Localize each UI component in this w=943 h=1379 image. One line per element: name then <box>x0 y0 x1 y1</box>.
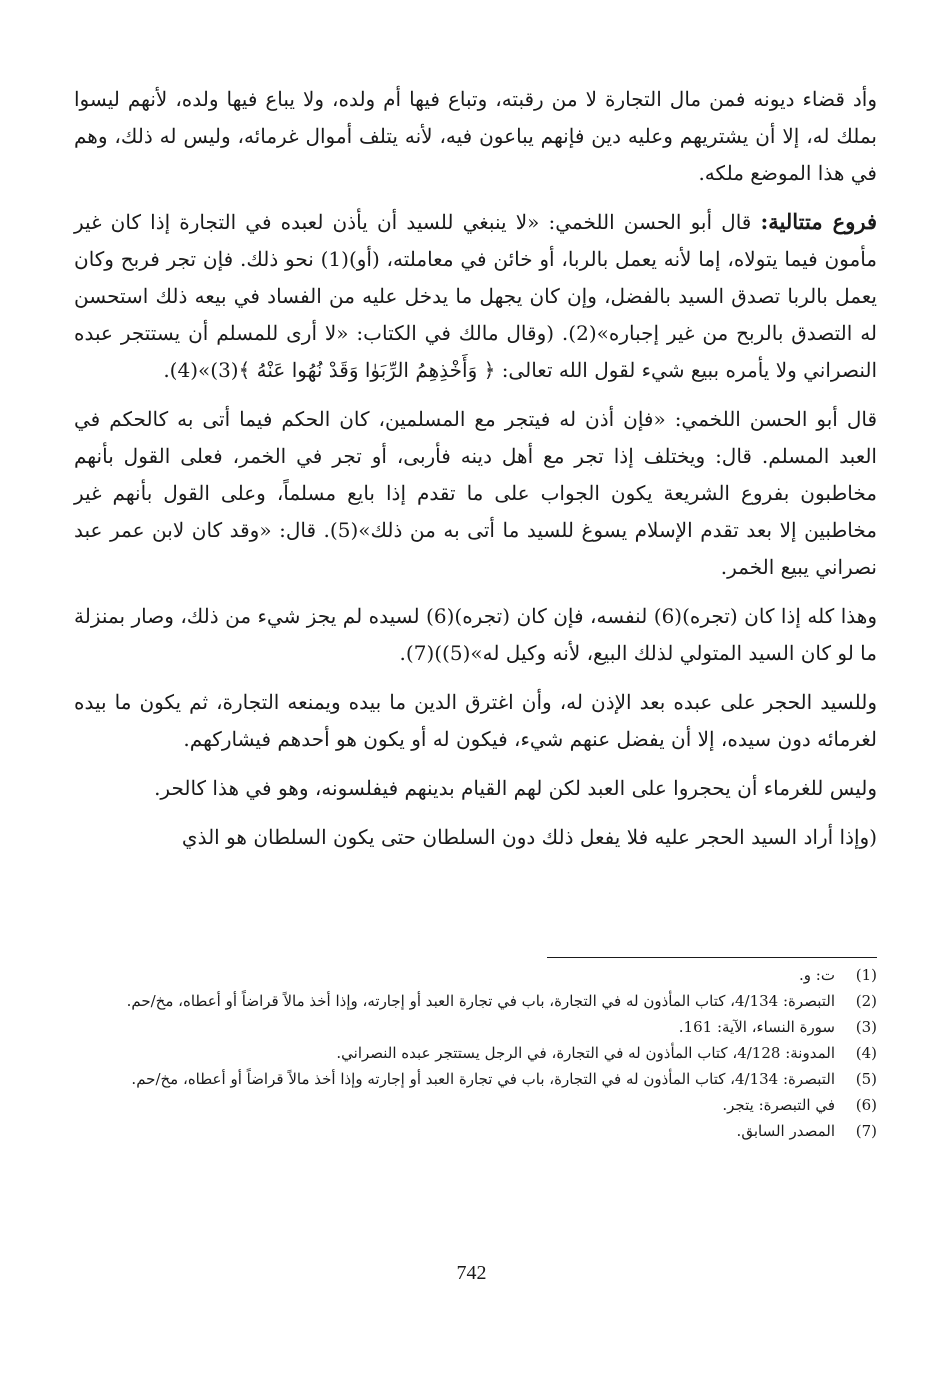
footnote-text: سورة النساء، الآية: 161. <box>678 1018 835 1036</box>
paragraph-6 <box>74 769 877 807</box>
footnote-1 <box>70 964 877 986</box>
paragraph-3 <box>74 400 877 586</box>
footnote-2 <box>70 990 877 1012</box>
footnote-text: ت: و. <box>799 966 835 984</box>
paragraph-text: وللسيد الحجر على عبده بعد الإذن له، وأن اغترق الدين ما بيده ويمنعه التجارة، ثم يكون ما بيده لغرمائه دون سيده، إلا أن يفضل عنهم شيء، فيكون له أو يكون هو أحدهم فيشاركهم. <box>74 690 877 751</box>
footnote-5 <box>70 1068 877 1090</box>
footnote-number: (7) <box>855 1122 877 1140</box>
footnotes <box>70 964 877 1146</box>
footnote-text: التبصرة: 4/134، كتاب المأذون له في التجارة، باب في تجارة العبد أو إجارته وإذا أخذ مالاً قراضاً أو أعطاه، مخ/حم. <box>131 1070 835 1088</box>
footnote-number: (5) <box>855 1070 877 1088</box>
footnote-3 <box>70 1016 877 1038</box>
paragraph-text: قال أبو الحسن اللخمي: «فإن أذن له فيتجر مع المسلمين، كان الحكم فيما أتى به كالحكم في العبد المسلم. قال: ويختلف إذا تجر مع أهل دينه فأربى، أو تجر في الخمر، فعلى القول بأنهم مخاطبون بفروع الشريعة يكون الجواب على ما تقدم إذا بايع مسلماً، وعلى القول بأنهم غير مخاطبين إلا بعد تقدم الإسلام يسوغ للسيد ما أتى به من ذلك»(5). قال: «وقد كان لابن عمر عبد نصراني يبيع الخمر. <box>74 407 878 579</box>
footnote-text: التبصرة: 4/134، كتاب المأذون له في التجارة، باب في تجارة العبد أو إجارته، وإذا أخذ مالاً قراضاً أو أعطاه، مخ/حم. <box>126 992 835 1010</box>
paragraph-text: (وإذا أراد السيد الحجر عليه فلا يفعل ذلك دون السلطان حتى يكون السلطان هو الذي <box>181 825 877 849</box>
footnote-number: (6) <box>855 1096 877 1114</box>
paragraph-5 <box>74 683 877 758</box>
footnote-number: (4) <box>855 1044 877 1062</box>
footnote-divider <box>547 957 877 958</box>
page-number: 742 <box>456 1262 487 1284</box>
footnote-number: (2) <box>855 992 877 1010</box>
paragraph-2 <box>74 203 877 389</box>
footnote-4 <box>70 1042 877 1064</box>
paragraph-lead: فروع متتالية: <box>760 209 877 234</box>
paragraph-text: وهذا كله إذا كان (تجره)(6) لنفسه، فإن كان (تجره)(6) لسيده لم يجز شيء من ذلك، وصار بمنزلة ما لو كان السيد المتولي لذلك البيع، لأنه وكيل له»(5))(7). <box>74 604 877 665</box>
paragraph-4 <box>74 597 877 672</box>
footnote-text: المصدر السابق. <box>736 1122 835 1140</box>
footnote-number: (3) <box>855 1018 877 1036</box>
main-text <box>74 80 877 856</box>
paragraph-text: قال أبو الحسن اللخمي: «لا ينبغي للسيد أن يأذن لعبده في التجارة إذا كان غير مأمون فيما يتولاه، إما لأنه يعمل بالربا، أو خائن في معاملته، (أو)(1) نحو ذلك. فإن تجر فربح وكان يعمل بالربا تصدق السيد بالفضل، وإن كان يجهل ما يدخل عليه من الفساد في بيعه ذلك استحسن له التصدق بالربح من غير إجباره»(2). (وقال مالك في الكتاب: «لا أرى للمسلم أن يستتجر عبده النصراني ولا يأمره ببيع شيء لقول الله تعالى: ﴿ وَأَخْذِهِمُ الرِّبَوٰا وَقَدْ نُهُوا عَنْهُ ﴾(3)»(4). <box>74 210 878 382</box>
paragraph-text: وليس للغرماء أن يحجروا على العبد لكن لهم القيام بدينهم فيفلسونه، وهو في هذا كالحر. <box>154 776 877 800</box>
footnote-number: (1) <box>855 966 877 984</box>
paragraph-text: وأد قضاء ديونه فمن مال التجارة لا من رقبته، وتباع فيها أم ولده، ولا يباع فيها ولده، لأنهم ليسوا بملك له، إلا أن يشتريهم وعليه دين فإنهم يباعون فيه، لأنه يتلف أموال غرمائه، وليس له ذلك، وهم في هذا الموضع ملكه. <box>74 87 877 185</box>
footnote-text: في التبصرة: يتجر. <box>722 1096 835 1114</box>
footnote-6 <box>70 1094 877 1116</box>
paragraph-7 <box>74 818 877 856</box>
footnote-7 <box>70 1120 877 1142</box>
paragraph-1 <box>74 80 877 192</box>
footnote-text: المدونة: 4/128، كتاب المأذون له في التجارة، في الرجل يستتجر عبده النصراني. <box>336 1044 835 1062</box>
